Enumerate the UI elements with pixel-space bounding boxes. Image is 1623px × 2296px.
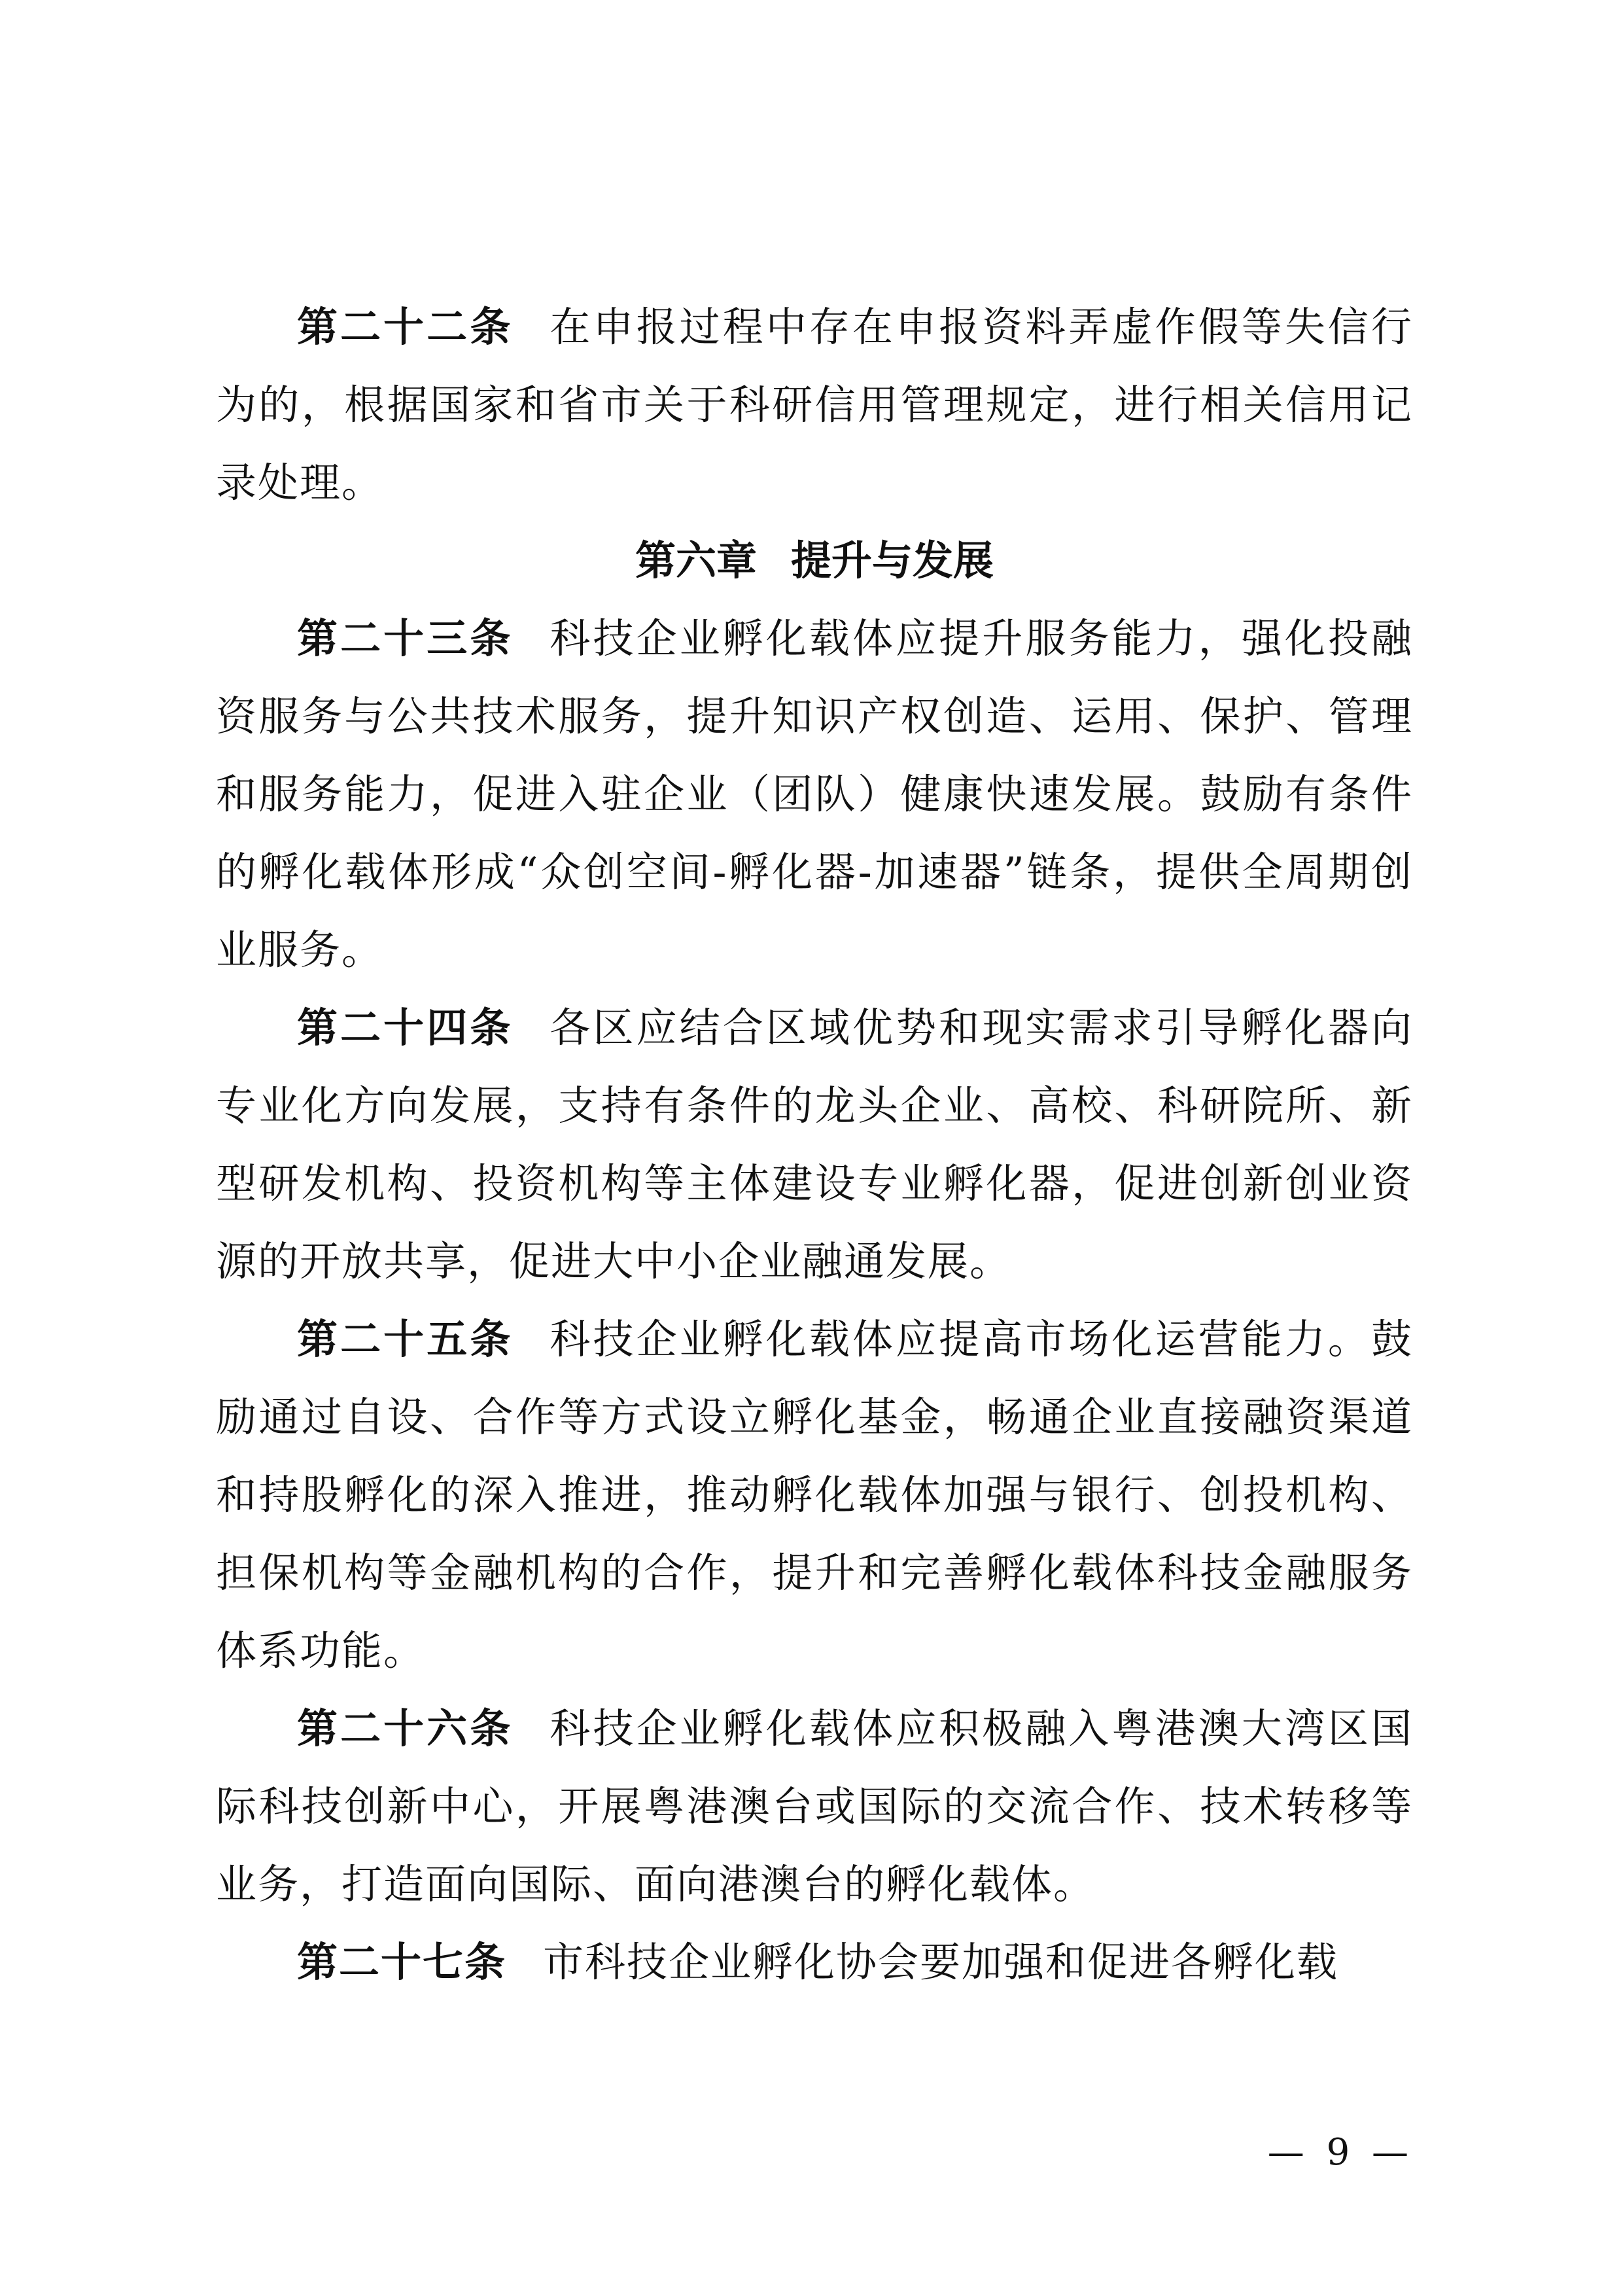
article-heading: 第二十五条 bbox=[297, 1315, 514, 1363]
article-25 bbox=[216, 1300, 1413, 1689]
article-text: 科技企业孵化载体应提高市场化运营能力。鼓励通过自设、合作等方式设立孵化基金，畅通企业直接融资渠道和持股孵化的深入推进，推动孵化载体加强与银行、创投机构、担保机构等金融机构的合作，提升和完善孵化载体科技金融服务体系功能。 bbox=[216, 1315, 1413, 1674]
article-24 bbox=[216, 989, 1413, 1300]
article-23 bbox=[216, 599, 1413, 989]
article-26 bbox=[216, 1689, 1413, 1923]
article-text: 各区应结合区域优势和现实需求引导孵化器向专业化方向发展，支持有条件的龙头企业、高校、科研院所、新型研发机构、投资机构等主体建设专业孵化器，促进创新创业资源的开放共享，促进大中小企业融通发展。 bbox=[216, 1004, 1413, 1285]
article-heading: 第二十三条 bbox=[297, 614, 514, 662]
article-text: 科技企业孵化载体应积极融入粤港澳大湾区国际科技创新中心，开展粤港澳台或国际的交流合作、技术转移等业务，打造面向国际、面向港澳台的孵化载体。 bbox=[216, 1704, 1413, 1908]
article-heading: 第二十二条 bbox=[297, 303, 514, 351]
document-body bbox=[216, 288, 1413, 2001]
page-number: — 9 — bbox=[1267, 2131, 1414, 2174]
article-22 bbox=[216, 288, 1413, 521]
article-heading: 第二十七条 bbox=[297, 1938, 507, 1986]
article-27 bbox=[216, 1923, 1413, 2001]
article-text: 科技企业孵化载体应提升服务能力，强化投融资服务与公共技术服务，提升知识产权创造、运用、保护、管理和服务能力，促进入驻企业（团队）健康快速发展。鼓励有条件的孵化载体形成“众创空间-孵化器-加速器”链条，提供全周期创业服务。 bbox=[216, 614, 1413, 974]
chapter-title: 提升与发展 bbox=[791, 537, 994, 584]
chapter-heading bbox=[216, 521, 1413, 599]
article-heading: 第二十四条 bbox=[297, 1004, 514, 1051]
article-text: 市科技企业孵化协会要加强和促进各孵化载 bbox=[543, 1938, 1339, 1986]
chapter-number: 第六章 bbox=[635, 537, 757, 584]
article-heading: 第二十六条 bbox=[297, 1704, 514, 1752]
article-text: 在申报过程中存在申报资料弄虚作假等失信行为的，根据国家和省市关于科研信用管理规定，进行相关信用记录处理。 bbox=[216, 303, 1413, 506]
